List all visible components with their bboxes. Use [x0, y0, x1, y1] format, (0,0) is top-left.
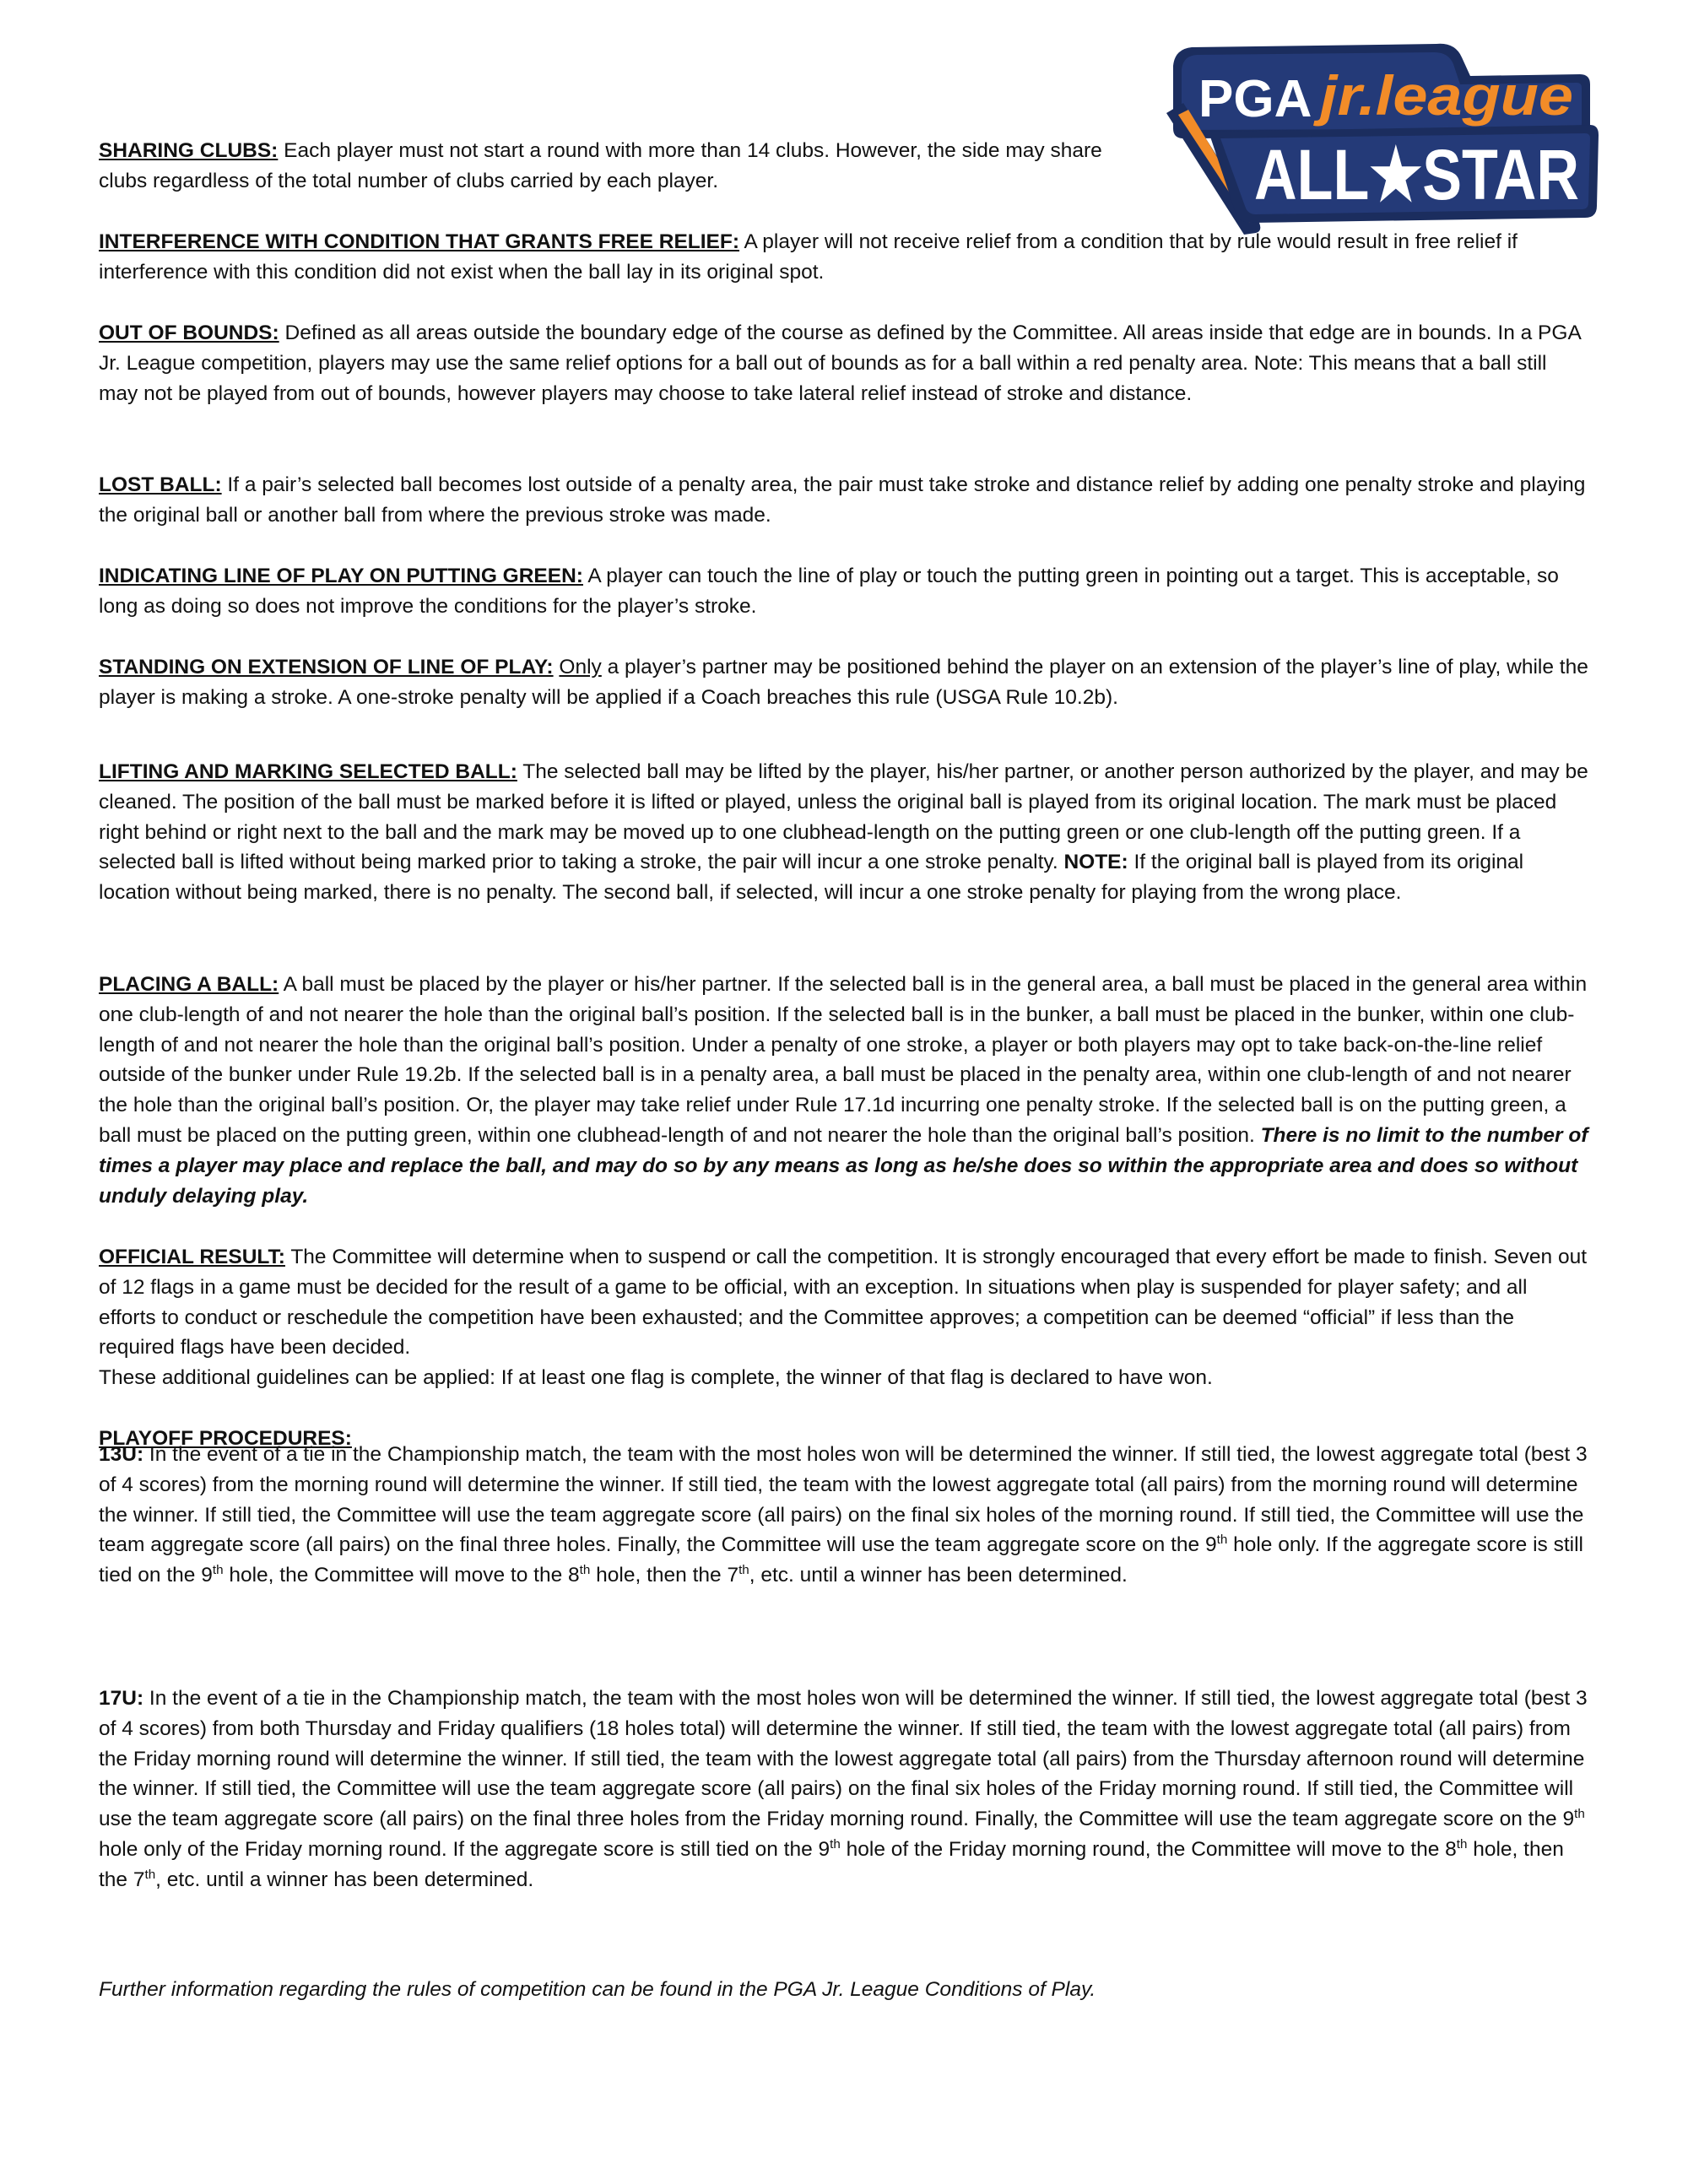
section-label: 13U: — [99, 1443, 144, 1466]
section-body: Defined as all areas outside the boundary edge of the course as defined by the Committee. All areas inside that edge are in bounds. In a PGA Jr. League competition, players may use the same relief options for a ball out of bounds as for a ball within a red penalty area. Note: This means that a ball still may not be played from out of bounds, however players may choose to take lateral relief instead of stroke and distance. — [99, 322, 1581, 405]
section-label: 17U: — [99, 1687, 144, 1710]
section-heading: INTERFERENCE WITH CONDITION THAT GRANTS FREE RELIEF: — [99, 230, 740, 253]
section-heading: LIFTING AND MARKING SELECTED BALL: — [99, 760, 517, 783]
section-17u — [99, 1684, 1589, 1895]
pga-jr-league-all-star-logo — [1158, 32, 1600, 235]
logo-pga-text: PGA — [1198, 70, 1312, 128]
section-body: A player will not receive relief from a condition that by rule would result in free relief if interference with this condition did not exist when the ball lay in its original spot. — [99, 230, 1518, 284]
section-body: a player’s partner may be positioned behind the player on an extension of the player’s line of play, while the player is making a stroke. A one-stroke penalty will be applied if a Coach breaches this rule (USGA Rule 10.2b). — [99, 656, 1588, 709]
section-heading: PLAYOFF PROCEDURES: — [99, 1427, 352, 1450]
section-heading: PLACING A BALL: — [99, 973, 279, 996]
body-text: In the event of a tie in the Championship match, the team with the most holes won will be determined the winner. If still tied, the lowest aggregate total (best 3 of 4 scores) from the morning round will determine the winner. If still tied, the team with the lowest aggregate total (all pairs) from the morning round will determine the winner. If still tied, the Committee will use the team aggregate score (all pairs) on the final six holes of the morning round. If still tied, the Committee will use the team aggregate score (all pairs) on the final three holes. Finally, the Committee will use the team aggregate score on the 9 — [99, 1443, 1588, 1557]
body-text: hole, then the 7 — [590, 1564, 739, 1587]
section-body: The selected ball may be lifted by the player, his/her partner, or another person authorized by the player, and may be cleaned. The position of the ball must be marked before it is lifted or played, unless the original ball is played from its original location. The mark must be placed right behind or right next to the ball and the mark may be moved up to one clubhead-length on the putting green or one club-length off the putting green. If a selected ball is lifted without being marked prior to taking a stroke, the pair will incur a one stroke penalty. — [99, 760, 1588, 874]
body-text: hole of the Friday morning round, the Committee will move to the 8 — [840, 1837, 1457, 1861]
section-body: A player can touch the line of play or touch the putting green in pointing out a target. This is acceptable, so long as doing so does not improve the conditions for the player’s stroke. — [99, 565, 1559, 618]
body-text: In the event of a tie in the Championship match, the team with the most holes won will be determined the winner. If still tied, the lowest aggregate total (best 3 of 4 scores) from both Thursday and Friday qualifiers (18 holes total) will determine the winner. If still tied, the team with the lowest aggregate total (all pairs) from the Friday morning round will determine the winner. If still tied, the team with the lowest aggregate total (all pairs) from the Thursday afternoon round will determine the winner. If still tied, the Committee will use the team aggregate score (all pairs) on the final six holes of the Friday morning round. If still tied, the Committee will use the team aggregate score (all pairs) on the final three holes from the Friday morning round. Finally, the Committee will use the team aggregate score on the 9 — [99, 1687, 1588, 1831]
body-text: hole, then the 7 — [99, 1837, 1564, 1891]
section-body: The Committee will determine when to suspend or call the competition. It is strongly encouraged that every effort be made to finish. Seven out of 12 flags in a game must be decided for the result of a game to be official, with an exception. In situations when play is suspended for player safety; and all efforts to conduct or reschedule the competition have been exhausted; and the Committee approves; a competition can be deemed “official” if less than the required flags have been decided. — [99, 1246, 1588, 1360]
section-indicating-line — [99, 561, 1589, 622]
body-text: hole, the Committee will move to the 8 — [223, 1564, 580, 1587]
ordinal-suffix: th — [1216, 1533, 1228, 1548]
body-text: hole only of the Friday morning round. If the aggregate score is still tied on the 9 — [99, 1837, 830, 1861]
body-text: hole only. If the aggregate score is still tied on the 9 — [99, 1533, 1583, 1587]
section-heading: INDICATING LINE OF PLAY ON PUTTING GREEN: — [99, 565, 583, 587]
section-placing-ball — [99, 970, 1589, 1211]
section-body: If a pair’s selected ball becomes lost outside of a penalty area, the pair must take stroke and distance relief by adding one penalty stroke and playing the original ball or another ball from where the previous stroke was made. — [99, 473, 1586, 527]
section-emphasis: Only — [559, 656, 602, 678]
section-standing-on-extension — [99, 652, 1589, 713]
ordinal-suffix: th — [830, 1836, 841, 1852]
section-heading: OUT OF BOUNDS: — [99, 322, 279, 344]
footer-note: Further information regarding the rules of competition can be found in the PGA Jr. League Conditions of Play. — [99, 1978, 1096, 2001]
section-emphasis: There is no limit to the number of times a player may place and replace the ball, and may do so by any means as long as he/she does so within the appropriate area and does so without unduly delaying play. — [99, 1123, 1588, 1208]
body-text: , etc. until a winner has been determined. — [749, 1564, 1128, 1587]
ordinal-suffix: th — [144, 1867, 156, 1882]
section-heading: LOST BALL: — [99, 473, 222, 496]
section-heading: STANDING ON EXTENSION OF LINE OF PLAY: — [99, 656, 554, 678]
ordinal-suffix: th — [738, 1563, 749, 1578]
note-label: NOTE: — [1063, 851, 1128, 874]
section-official-result — [99, 1242, 1589, 1393]
section-heading: SHARING CLUBS: — [99, 139, 279, 162]
logo-jr-league-text: jr.league — [1312, 64, 1573, 127]
logo-all-star-text: ALL★STAR — [1254, 135, 1579, 214]
section-heading: OFFICIAL RESULT: — [99, 1246, 285, 1268]
section-out-of-bounds — [99, 318, 1589, 408]
section-additional: These additional guidelines can be applied: If at least one flag is complete, the winner of that flag is declared to have won. — [99, 1366, 1213, 1390]
section-13u-body — [99, 1440, 1589, 1591]
section-body: Each player must not start a round with more than 14 clubs. However, the side may share clubs regardless of the total number of clubs carried by each player. — [99, 139, 1102, 192]
section-sharing-clubs — [99, 136, 1137, 197]
ordinal-suffix: th — [212, 1563, 224, 1578]
section-lifting-marking — [99, 757, 1589, 908]
body-text: , etc. until a winner has been determined. — [155, 1868, 534, 1891]
ordinal-suffix: th — [1456, 1836, 1468, 1852]
section-body: A ball must be placed by the player or his/her partner. If the selected ball is in the general area, a ball must be placed in the general area within one club-length of and not nearer the hole than the original ball’s position. If the selected ball is in the bunker, a ball must be placed in the bunker, within one club-length of and not nearer the hole than the original ball’s position. Under a penalty of one stroke, a player or both players may opt to take back-on-the-line relief outside of the bunker under Rule 19.2b. If the selected ball is in a penalty area, a ball must be placed in the penalty area, within one club-length of and not nearer the hole than the original ball’s position. Or, the player may take relief under Rule 17.1d incurring one penalty stroke. If the selected ball is on the putting green, a ball must be placed on the putting green, within one clubhead-length of and not nearer the hole than the original ball’s position. — [99, 973, 1588, 1147]
section-interference — [99, 227, 1589, 288]
ordinal-suffix: th — [579, 1563, 591, 1578]
section-lost-ball — [99, 470, 1589, 531]
ordinal-suffix: th — [1574, 1807, 1585, 1822]
note-body: If the original ball is played from its original location without being marked, there is no penalty. The second ball, if selected, will incur a one stroke penalty for playing from the wrong place. — [99, 851, 1524, 905]
